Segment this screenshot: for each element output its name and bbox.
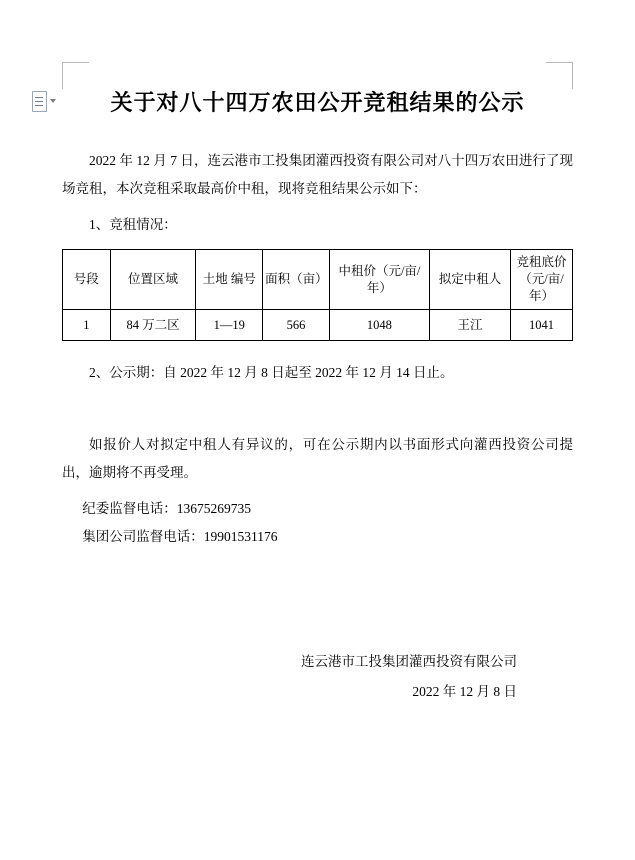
signature-company: 连云港市工投集团灌西投资有限公司 (301, 654, 517, 669)
rent-result-table (62, 249, 573, 341)
paragraph-objection: 如报价人对拟定中租人有异议的，可在公示期内以书面形式向灌西投资公司提出，逾期将不再受理。 (62, 437, 573, 480)
table-cell: 84 万二区 (110, 310, 196, 341)
table-header-cell: 号段 (63, 250, 111, 310)
table-header-cell: 拟定中租人 (429, 250, 510, 310)
page-title: 关于对八十四万农田公开竞租结果的公示 (110, 90, 525, 115)
contact-discipline-phone: 纪委监督电话：13675269735 (82, 501, 251, 516)
table-header-cell: 位置区域 (110, 250, 196, 310)
table-cell: 王江 (429, 310, 510, 341)
paragraph-intro: 2022 年 12 月 7 日，连云港市工投集团灌西投资有限公司对八十四万农田进行了现场竞租，本次竞租采取最高价中租，现将竞租结果公示如下： (62, 153, 573, 196)
signature-date: 2022 年 12 月 8 日 (412, 684, 517, 699)
paragraph-notice-period: 2、公示期：自 2022 年 12 月 8 日起至 2022 年 12 月 14 日止。 (89, 365, 454, 380)
table-cell: 1—19 (196, 310, 263, 341)
table-cell: 566 (263, 310, 330, 341)
table-header-cell: 竞租底价（元/亩/年） (511, 250, 573, 310)
table-cell: 1041 (511, 310, 573, 341)
table-cell: 1048 (329, 310, 429, 341)
table-header-cell: 土地 编号 (196, 250, 263, 310)
table-cell: 1 (63, 310, 111, 341)
paragraph-section-1: 1、竞租情况： (89, 217, 177, 232)
table-row (63, 310, 573, 341)
table-header-row (63, 250, 573, 310)
table-header-cell: 中租价（元/亩/年） (329, 250, 429, 310)
contact-group-phone: 集团公司监督电话：19901531176 (82, 529, 278, 544)
table-header-cell: 面积（亩） (263, 250, 330, 310)
